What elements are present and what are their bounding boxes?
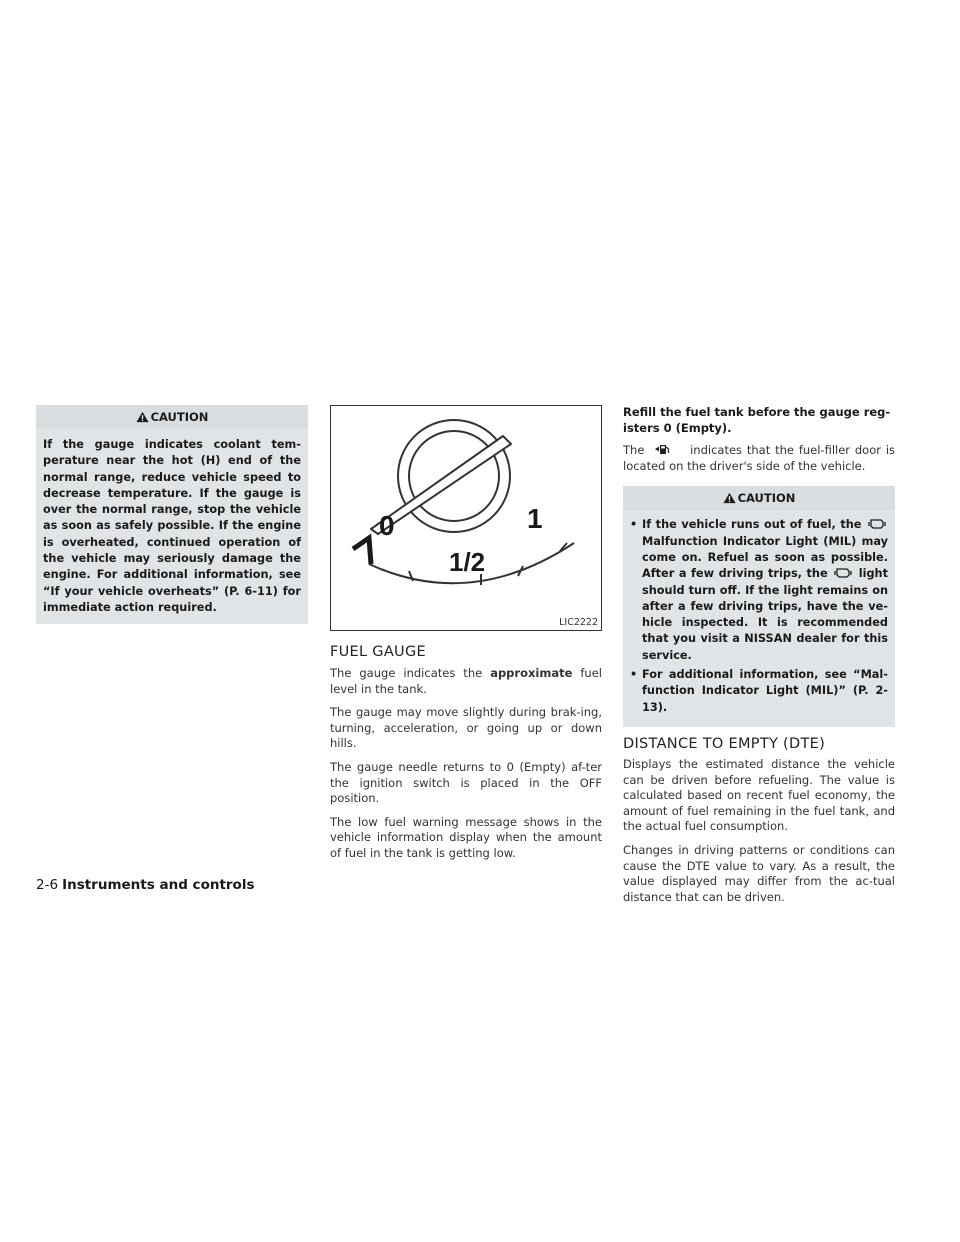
left-column [36,405,308,624]
empty-mark [353,538,371,564]
caution-item-2: • For additional information, see “Mal-function Indicator Light (MIL)” (P. 2-13). [630,667,888,716]
check-engine-icon [868,518,886,529]
gauge-label-half: 1/2 [449,547,486,577]
fuel-gauge-paragraph-3: The gauge needle returns to 0 (Empty) af-ter the ignition switch is placed in the OFF position. [330,759,602,806]
door-text-end: indicates that the fuel-filler door is located on the driver's side of the vehicle. [623,443,895,473]
caution-item-1 [630,517,888,664]
caution-box-coolant [36,405,308,624]
door-text: The [623,443,645,458]
caution-header [623,486,895,510]
fuel-gauge-illustration [331,406,601,630]
fuel-gauge-paragraph-1 [330,666,602,697]
fuel-door-paragraph [623,443,895,474]
fuel-gauge-paragraph-4: The low fuel warning message shows in the vehicle information display when the amount of fuel in the tank is getting low. [330,814,602,860]
caution-header [36,405,308,429]
middle-column [330,405,602,870]
caution-list [623,510,895,727]
p1-text: The gauge indicates the [330,666,491,680]
refill-note: Refill the fuel tank before the gauge reg-isters 0 (Empty). [623,405,891,435]
fuel-gauge-heading: FUEL GAUGE [330,644,426,660]
bullet1-text-mid: Malfunction Indicator Light (MIL) may come on. Refuel as soon as possible. After a few driving trips, the [642,534,888,581]
caution-box-fuel [623,486,895,727]
dte-heading: DISTANCE TO EMPTY (DTE) [623,735,826,752]
right-column [623,405,895,913]
check-engine-icon [834,567,852,578]
caution-text: If the gauge indicates coolant tem-perature near the hot (H) end of the normal range, reduce vehicle speed to decrease temperature. If the gauge is over the normal range, stop the vehicle as soon as safely possible. If the engine is overheated, continued operation of the vehicle may seriously damage the engine. For additional information, see “If your vehicle overheats” (P. 6-11) for immediate action required. [43,438,301,614]
p1-text-end: fuel level in the tank. [330,666,602,696]
caution-label: CAUTION [150,410,209,424]
fuel-gauge-figure [330,405,602,631]
page-number: 2-6 [36,877,59,893]
figure-code: LIC2222 [559,617,598,628]
dte-paragraph-2: Changes in driving patterns or conditions can cause the DTE value to vary. As a result, the value displayed may differ from the ac-tual distance that can be driven. [623,842,895,904]
fuel-gauge-paragraph-2: The gauge may move slightly during brak-ing, turning, acceleration, or going up or down hills. [330,705,602,751]
gauge-label-full: 1 [527,503,543,534]
gauge-label-empty: 0 [379,510,395,541]
p1-bold: approximate [490,666,573,680]
gauge-tick [409,571,413,581]
page-footer [36,877,255,893]
bullet1-text-end: light should turn off. If the light remains on after a few driving trips, have the ve-hicle inspected. It is recommended that you visit a NISSAN dealer for this service. [642,567,888,662]
fuel-door-icon [655,443,671,455]
caution-label: CAUTION [737,491,796,506]
bullet1-text: If the vehicle runs out of fuel, the [642,518,862,532]
warning-icon [136,411,149,423]
warning-icon [723,492,736,504]
dte-paragraph-1: Displays the estimated distance the vehicle can be driven before refueling. The value is calculated based on recent fuel economy, the amount of fuel remaining in the fuel tank, and the actual fuel consumption. [623,756,895,834]
section-title: Instruments and controls [62,877,255,893]
